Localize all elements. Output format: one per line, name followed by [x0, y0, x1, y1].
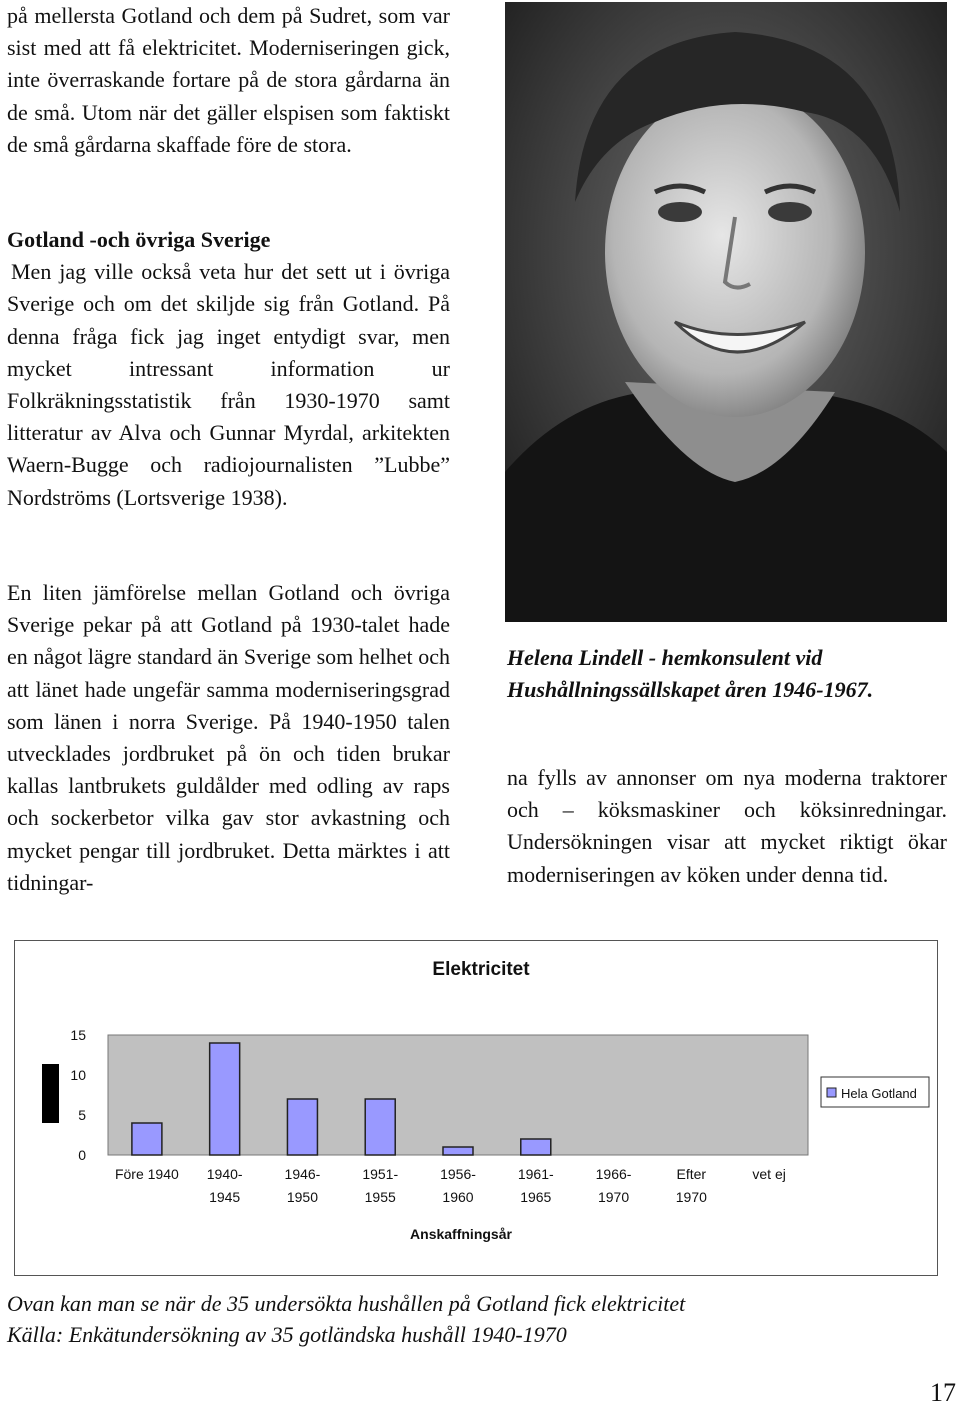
x-tick-label: 1940- — [206, 1166, 243, 1182]
x-tick-label: 1956- — [440, 1166, 476, 1182]
x-tick-label: 1960 — [442, 1189, 474, 1205]
footnote-line1: Ovan kan man se när de 35 undersökta hushållen på Gotland fick elektricitet — [7, 1291, 686, 1316]
intro-paragraph — [7, 0, 450, 161]
intro-text: på mellersta Gotland och dem på Sudret, som var sist med att få elektricitet. Moderniseringen gick, inte överraskande fortare på de stora gårdarna än de små. Utom när det gäller elspisen som faktiskt de små gårdarna skaffade före de stora. — [7, 3, 450, 157]
footnote-line2: Källa: Enkätundersökning av 35 gotländska hushåll 1940-1970 — [7, 1322, 567, 1347]
section-gotland — [7, 224, 450, 514]
chart-bar — [443, 1147, 473, 1155]
photo-caption: Helena Lindell - hemkonsulent vid Hushållningssällskapet åren 1946-1967. — [507, 645, 874, 702]
chart-bar — [365, 1099, 395, 1155]
comparison-text: En liten jämförelse mellan Gotland och övriga Sverige pekar på att Gotland på 1930-talet hade en något lägre standard än Sverige som helhet och att länet hade ungefär samma moderniseringsgrad som länen i norra Sverige. På 1940-1950 talen utvecklades jordbruket på ön och tiden brukar kallas lantbrukets guldålder med odling av raps och sockerbetor vilka gav stor avkastning och mycket pengar till jordbruket. Detta märktes i att tidningar- — [7, 580, 450, 895]
chart-bar — [287, 1099, 317, 1155]
chart-bar — [132, 1123, 162, 1155]
y-tick-label: 10 — [70, 1067, 86, 1083]
portrait-photo — [505, 2, 947, 622]
x-tick-label: 1970 — [597, 1189, 630, 1205]
legend-swatch — [827, 1088, 836, 1097]
section-heading: Gotland -och övriga Sverige — [7, 227, 271, 252]
right-paragraph: na fylls av annonser om nya moderna traktorer och – köksmaskiner och köksinredningar. Undersökningen visar att mycket riktigt ökar moderniseringen av köken under denna tid. — [507, 765, 947, 887]
x-tick-label: Efter — [676, 1166, 707, 1182]
x-tick-label: Före 1940 — [114, 1166, 179, 1182]
x-tick-label: 1970 — [675, 1189, 707, 1205]
x-tick-label: 1945 — [209, 1189, 241, 1205]
x-tick-label: 1965 — [520, 1189, 552, 1205]
chart-svg — [15, 941, 937, 1275]
portrait-drawing — [505, 2, 947, 622]
y-tick-label: 0 — [78, 1147, 86, 1163]
legend-label: Hela Gotland — [841, 1086, 917, 1101]
y-tick-label: 5 — [78, 1107, 86, 1123]
x-tick-label: vet ej — [752, 1166, 786, 1182]
x-tick-label: 1955 — [364, 1189, 396, 1205]
chart-electricity — [14, 940, 938, 1276]
comparison-paragraph — [7, 577, 450, 899]
chart-axis-marker — [42, 1064, 59, 1123]
x-tick-label: 1946- — [284, 1166, 321, 1182]
chart-bar — [521, 1139, 551, 1155]
x-tick-label: 1966- — [595, 1166, 632, 1182]
section-paragraph: Men jag ville också veta hur det sett ut i övriga Sverige och om det skiljde sig från Gotland. På denna fråga fick jag inget entydigt svar, men mycket intressant information ur Folkräkningsstatistik från 1930-1970 samt litteratur av Alva och Gunnar Myrdal, arkitekten Waern-Bugge och radiojournalisten ”Lubbe” Nordströms (Lortsverige 1938). — [7, 259, 450, 510]
x-tick-label: 1950 — [286, 1189, 319, 1205]
chart-bar — [210, 1043, 240, 1155]
x-axis-label: Anskaffningsår — [410, 1226, 512, 1242]
chart-title: Elektricitet — [432, 959, 530, 980]
page-number: 17 — [930, 1378, 956, 1407]
x-tick-label: 1961- — [517, 1166, 554, 1182]
y-tick-label: 15 — [70, 1027, 86, 1043]
x-tick-label: 1951- — [362, 1166, 399, 1182]
